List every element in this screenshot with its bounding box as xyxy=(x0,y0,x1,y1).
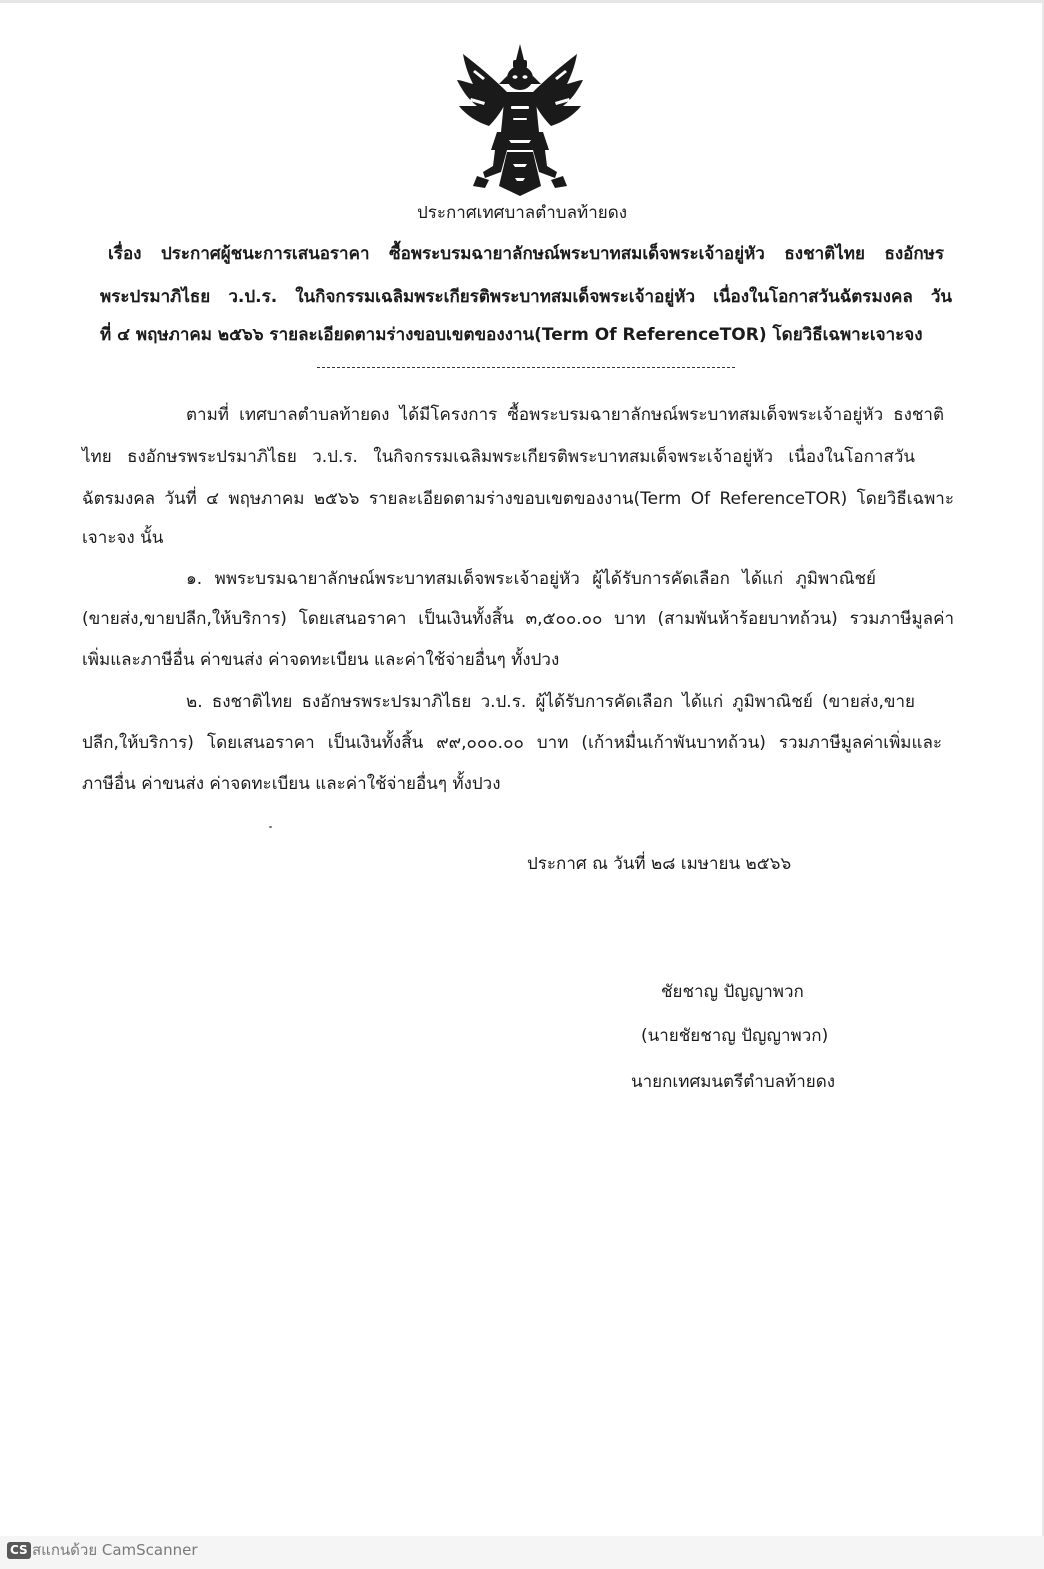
announcement-date: ประกาศ ณ วันที่ ๒๘ เมษายน ๒๕๖๖ xyxy=(527,854,792,874)
intro-line-4: เจาะจง นั้น xyxy=(82,528,164,548)
intro-line-3: ฉัตรมงคล วันที่ ๔ พฤษภาคม ๒๕๖๖ รายละเอียดตามร่างขอบเขตของงาน(Term Of ReferenceTOR) โดยวิธีเฉพาะ xyxy=(82,489,954,509)
signature-name: ชัยชาญ ปัญญาพวก xyxy=(661,982,804,1002)
item-2-line-1: ๒. ธงชาติไทย ธงอักษรพระปรมาภิไธย ว.ป.ร. ผู้ได้รับการคัดเลือก ได้แก่ ภูมิพาณิชย์ (ขายส่ง,ขาย xyxy=(186,692,915,712)
signatory-position: นายกเทศมนตรีตำบลท้ายดง xyxy=(631,1072,836,1092)
scan-speck xyxy=(269,826,272,828)
separator-line xyxy=(317,367,735,368)
subject-line-2: พระปรมาภิไธย ว.ป.ร. ในกิจกรรมเฉลิมพระเกียรติพระบาทสมเด็จพระเจ้าอยู่หัว เนื่องในโอกาสวันฉัตรมงคล วัน xyxy=(100,287,952,307)
item-2-line-2: ปลีก,ให้บริการ) โดยเสนอราคา เป็นเงินทั้งสิ้น ๙๙,๐๐๐.๐๐ บาท (เก้าหมื่นเก้าพันบาทถ้วน) รวมภาษีมูลค่าเพิ่มและ xyxy=(82,733,942,753)
subject-line-3: ที่ ๔ พฤษภาคม ๒๕๖๖ รายละเอียดตามร่างขอบเขตของงาน(Term Of ReferenceTOR) โดยวิธีเฉพาะเจาะจง xyxy=(100,325,923,345)
document-title: ประกาศเทศบาลตำบลท้ายดง xyxy=(416,203,628,223)
item-1-line-2: (ขายส่ง,ขายปลีก,ให้บริการ) โดยเสนอราคา เป็นเงินทั้งสิ้น ๓,๕๐๐.๐๐ บาท (สามพันห้าร้อยบาทถ้วน) รวมภาษีมูลค่า xyxy=(82,609,954,629)
signatory-full-name: (นายชัยชาญ ปัญญาพวก) xyxy=(641,1026,829,1046)
subject-line-1: เรื่อง ประกาศผู้ชนะการเสนอราคา ซื้อพระบรมฉายาลักษณ์พระบาทสมเด็จพระเจ้าอยู่หัว ธงชาติไทย ธงอักษร xyxy=(108,244,944,264)
item-2-line-3: ภาษีอื่น ค่าขนส่ง ค่าจดทะเบียน และค่าใช้จ่ายอื่นๆ ทั้งปวง xyxy=(82,774,501,794)
scanner-watermark-text: สแกนด้วย CamScanner xyxy=(32,1541,198,1559)
camscanner-logo-icon: CS xyxy=(7,1542,31,1559)
item-1-line-3: เพิ่มและภาษีอื่น ค่าขนส่ง ค่าจดทะเบียน และค่าใช้จ่ายอื่นๆ ทั้งปวง xyxy=(82,650,560,670)
garuda-emblem-icon xyxy=(455,40,585,198)
item-1-line-1: ๑. พพระบรมฉายาลักษณ์พระบาทสมเด็จพระเจ้าอยู่หัว ผู้ได้รับการคัดเลือก ได้แก่ ภูมิพาณิชย์ xyxy=(186,569,876,589)
page-top-edge xyxy=(0,0,1044,3)
intro-line-2: ไทย ธงอักษรพระปรมาภิไธย ว.ป.ร. ในกิจกรรมเฉลิมพระเกียรติพระบาทสมเด็จพระเจ้าอยู่หัว เนื่องในโอกาสวัน xyxy=(82,447,915,467)
intro-line-1: ตามที่ เทศบาลตำบลท้ายดง ได้มีโครงการ ซื้อพระบรมฉายาลักษณ์พระบาทสมเด็จพระเจ้าอยู่หัว ธงชาติ xyxy=(186,405,944,425)
